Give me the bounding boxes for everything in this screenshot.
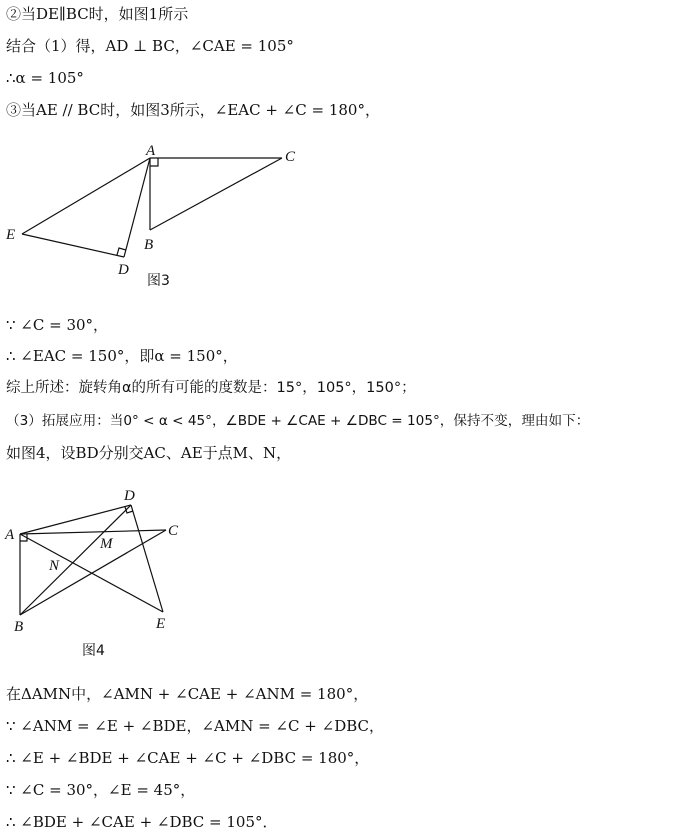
text-line-exterior-angles: ∵ ∠ANM = ∠E + ∠BDE，∠AMN = ∠C + ∠DBC，	[6, 717, 385, 735]
fig3-label-e: E	[6, 227, 16, 243]
text-line-sum-180: ∴ ∠E + ∠BDE + ∠CAE + ∠C + ∠DBC = 180°，	[6, 749, 370, 767]
text-line-case2: ②当DE∥BC时，如图1所示	[6, 5, 189, 23]
fig3-label-c: C	[285, 149, 296, 165]
fig3-caption: 图3	[147, 273, 170, 289]
fig3-label-d: D	[118, 262, 129, 278]
text-line-summary: 综上所述：旋转角α的所有可能的度数是：15°，105°，150°；	[6, 380, 416, 396]
text-line-c30-e45: ∵ ∠C = 30°，∠E = 45°，	[6, 781, 196, 799]
text-line-fig4-setup: 如图4，设BD分别交AC、AE于点M、N，	[6, 444, 292, 462]
text-line-eac150: ∴ ∠EAC = 150°，即α = 150°，	[6, 347, 238, 365]
text-line-alpha-105: ∴α = 105°	[6, 69, 84, 87]
text-line-conclusion: ∴ ∠BDE + ∠CAE + ∠DBC = 105°．	[6, 813, 278, 831]
fig4-label-a: A	[5, 527, 15, 543]
text-line-case3: ③当AE // BC时，如图3所示，∠EAC + ∠C = 180°，	[6, 101, 380, 119]
fig3-label-b: B	[144, 237, 154, 253]
text-line-combine: 结合（1）得，AD ⊥ BC，∠CAE = 105°	[6, 37, 294, 55]
fig4-label-c: C	[168, 523, 179, 539]
text-line-triangle-amn: 在ΔAMN中，∠AMN + ∠CAE + ∠ANM = 180°，	[6, 685, 369, 703]
fig3-label-a: A	[146, 143, 156, 159]
fig4-label-n: N	[49, 558, 60, 574]
fig4-label-m: M	[100, 536, 113, 552]
fig4-label-b: B	[14, 619, 24, 635]
text-line-c30: ∵ ∠C = 30°，	[6, 316, 109, 334]
text-line-part3: （3）拓展应用：当0° < α < 45°，∠BDE + ∠CAE + ∠DBC = 105°，保持不变，理由如下：	[6, 413, 590, 429]
fig4-caption: 图4	[82, 643, 105, 659]
fig4-label-d: D	[124, 488, 135, 504]
figure-3	[0, 138, 320, 302]
fig4-label-e: E	[156, 616, 166, 632]
figure-4	[0, 478, 220, 667]
